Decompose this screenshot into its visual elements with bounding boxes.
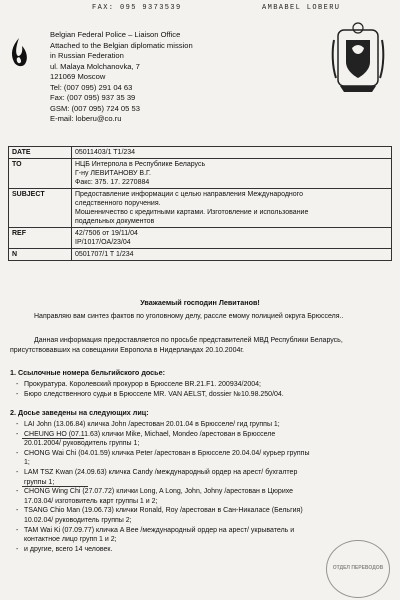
memo-header-table [8, 146, 392, 261]
list-item: - CHEUNG HO (07.11.63) клички Mike, Michael, Mondeo /арестован в Брюсселе [16, 430, 390, 440]
date-value: 05011403/1 T1/234 [72, 147, 392, 159]
fax-number: FAX: 095 9373539 [92, 4, 182, 12]
section-2-title: 2. Досье заведены на следующих лиц: [10, 408, 149, 417]
list-item: - и другие, всего 14 человек. [16, 545, 390, 555]
sender-line: ul. Malaya Molchanovka, 7 [50, 61, 140, 71]
table-row [9, 228, 392, 249]
handwritten-underline [22, 438, 84, 439]
to-value [72, 159, 392, 189]
intro-text: Направляю вам синтез фактов по уголовному делу, рассле емому полицией округа Брюсселя.. [34, 313, 344, 320]
sender-line: Fax: (007 095) 937 35 39 [50, 93, 136, 102]
list-item-continuation: контактное лицо групп 1 и 2; [24, 536, 117, 544]
subject-value [72, 189, 392, 228]
ref-label: REF [9, 228, 72, 249]
ref-line: IP/1017/OA/23/04 [75, 239, 131, 246]
sender-line: E-mail: loberu@co.ru [50, 114, 122, 123]
list-item: - LAI John (13.06.84) кличка John /арестован 20.01.04 в Брюсселе/ гид группы 1; [16, 420, 390, 430]
fax-sender-id: AMBABEL LOBERU [262, 4, 341, 12]
ref-line: 42/7506 от 19/11/04 [75, 230, 138, 237]
list-item: - Прокуратура. Королевский прокурор в Брюсселе BR.21.F1. 200934/2004; [16, 380, 390, 390]
table-row [9, 249, 392, 261]
n-value: 0501707/1 T 1/234 [72, 249, 392, 261]
list-item-continuation: 10.02.04/ руководитель группы 2; [24, 516, 132, 524]
list-item: - TSANG Chio Man (19.06.73) клички Ronald, Roy /арестован в Сан-Никалаce (Бельгия) [16, 506, 390, 516]
list-item: - Бюро следственного судьи в Брюсселе MR. VAN AELST, dossier №10.98.250/04. [16, 390, 390, 400]
sender-line: Belgian Federal Police – Liaison Office [50, 30, 181, 39]
to-line: Г-ну ЛЕВИТАНОВУ В.Г. [75, 170, 151, 177]
table-row [9, 189, 392, 228]
official-stamp [326, 540, 390, 598]
to-line: НЦБ Интерпола в Республике Беларусь [75, 161, 206, 168]
table-row [9, 147, 392, 159]
list-item: - CHONG Wing Chi (27.07.72) клички Long, A Long, John, Johny /арестован в Цюрихе [16, 487, 390, 497]
list-item: - LAM TSZ Kwan (24.09.63) кличка Candy /международный ордер на арест/ бухгалтер [16, 468, 390, 478]
subject-line: Предоставление информации с целью направления Международного [75, 191, 303, 198]
police-flame-logo-icon [8, 36, 30, 70]
date-label: DATE [9, 147, 72, 159]
subject-line: поддельных документов [75, 218, 155, 225]
subject-label: SUBJECT [9, 189, 72, 228]
list-item: - TAM Wai Ki (07.09.77) кличка A Bee /международный ордер на арест/ укрыватель и [16, 526, 390, 536]
belgian-coat-of-arms-icon [330, 20, 386, 96]
list-item-continuation: 17.03.04/ изготовитель карт группы 1 и 2; [24, 497, 158, 505]
list-item-continuation: 20.01.2004/ руководитель группы 1; [24, 440, 140, 448]
ref-value [72, 228, 392, 249]
list-item-continuation: группы 1; [24, 478, 55, 486]
section-2-list [16, 420, 390, 554]
sender-line: Tel: (007 095) 291 04 63 [50, 82, 133, 92]
subject-line: Мошенничество с кредитными картами. Изготовление и использование [75, 209, 309, 216]
section-1-title: 1. Ссылочные номера бельгийского досье: [10, 368, 165, 377]
section-1-list [16, 380, 390, 399]
n-label: N [9, 249, 72, 261]
list-item: - CHONG Wai Chi (04.01.59) кличка Peter /арестован в Брюсселе 20.04.04/ курьер группы [16, 449, 390, 459]
table-row [9, 159, 392, 189]
info-text: Данная информация предоставляется по просьбе представителей МВД Республики Беларусь, присутствовавших на совещании Европола в Нидерландах 20.10.2004г. [10, 337, 343, 354]
sender-line: Attached to the Belgian diplomatic mission [50, 40, 193, 50]
sender-line: in Russian Federation [50, 51, 124, 60]
subject-line: следственного поручения. [75, 200, 161, 207]
greeting: Уважаемый господин Левитанов! [140, 298, 260, 307]
intro-paragraph [10, 312, 392, 322]
handwritten-underline [22, 486, 88, 487]
info-paragraph [10, 336, 392, 355]
sender-line: GSM: (007 095) 724 05 53 [50, 103, 140, 113]
sender-address-block [50, 30, 310, 125]
to-line: Факс: 375. 17. 2270884 [75, 179, 150, 186]
to-label: TO [9, 159, 72, 189]
sender-line: 121069 Moscow [50, 72, 106, 81]
list-item-continuation: 1; [24, 459, 30, 467]
stamp-text: ОТДЕЛ ПЕРЕВОДОВ [332, 565, 384, 571]
